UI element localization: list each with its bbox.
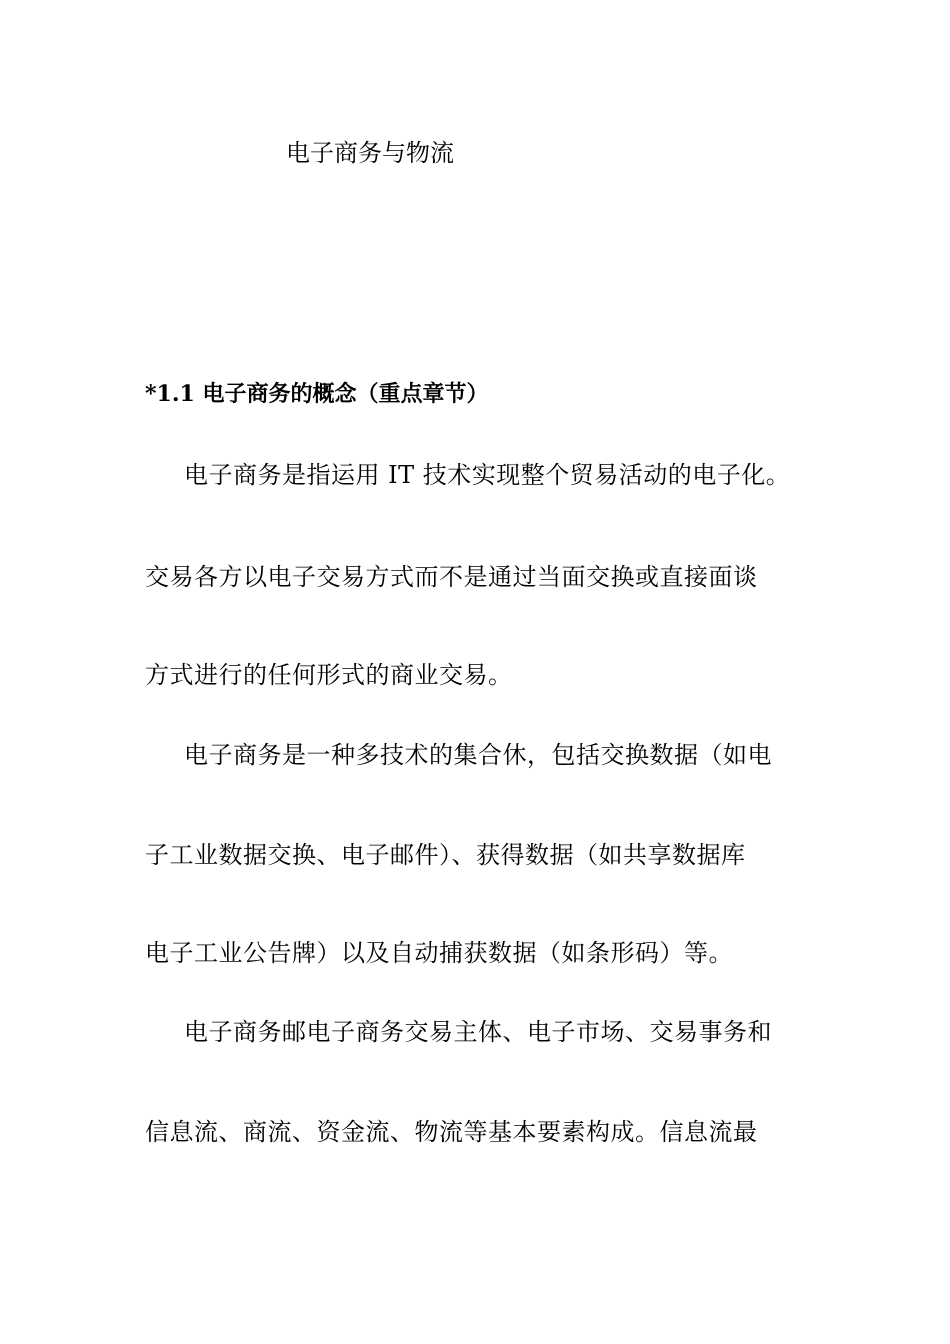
paragraph-3-line-1: 电子商务邮电子商务交易主体、电子市场、交易事务和 <box>184 1018 772 1046</box>
paragraph-2-line-2: 子工业数据交换、电子邮件）、获得数据（如共享数据库 <box>145 841 746 869</box>
document-title: 电子商务与物流 <box>286 139 454 167</box>
paragraph-2-line-3: 电子工业公告牌）以及自动捕获数据（如条形码）等。 <box>145 939 733 967</box>
paragraph-1-line-1: 电子商务是指运用 IT 技术实现整个贸易活动的电子化。 <box>184 461 791 489</box>
paragraph-2-line-1: 电子商务是一种多技术的集合休，包括交换数据（如电 <box>184 741 772 769</box>
paragraph-1-line-3: 方式进行的任何形式的商业交易。 <box>145 661 513 689</box>
paragraph-1-line-2: 交易各方以电子交易方式而不是通过当面交换或直接面谈 <box>145 563 758 591</box>
section-heading: *1.1 电子商务的概念（重点章节） <box>145 381 489 407</box>
paragraph-3-line-2: 信息流、商流、资金流、物流等基本要素构成。信息流最 <box>145 1118 758 1146</box>
